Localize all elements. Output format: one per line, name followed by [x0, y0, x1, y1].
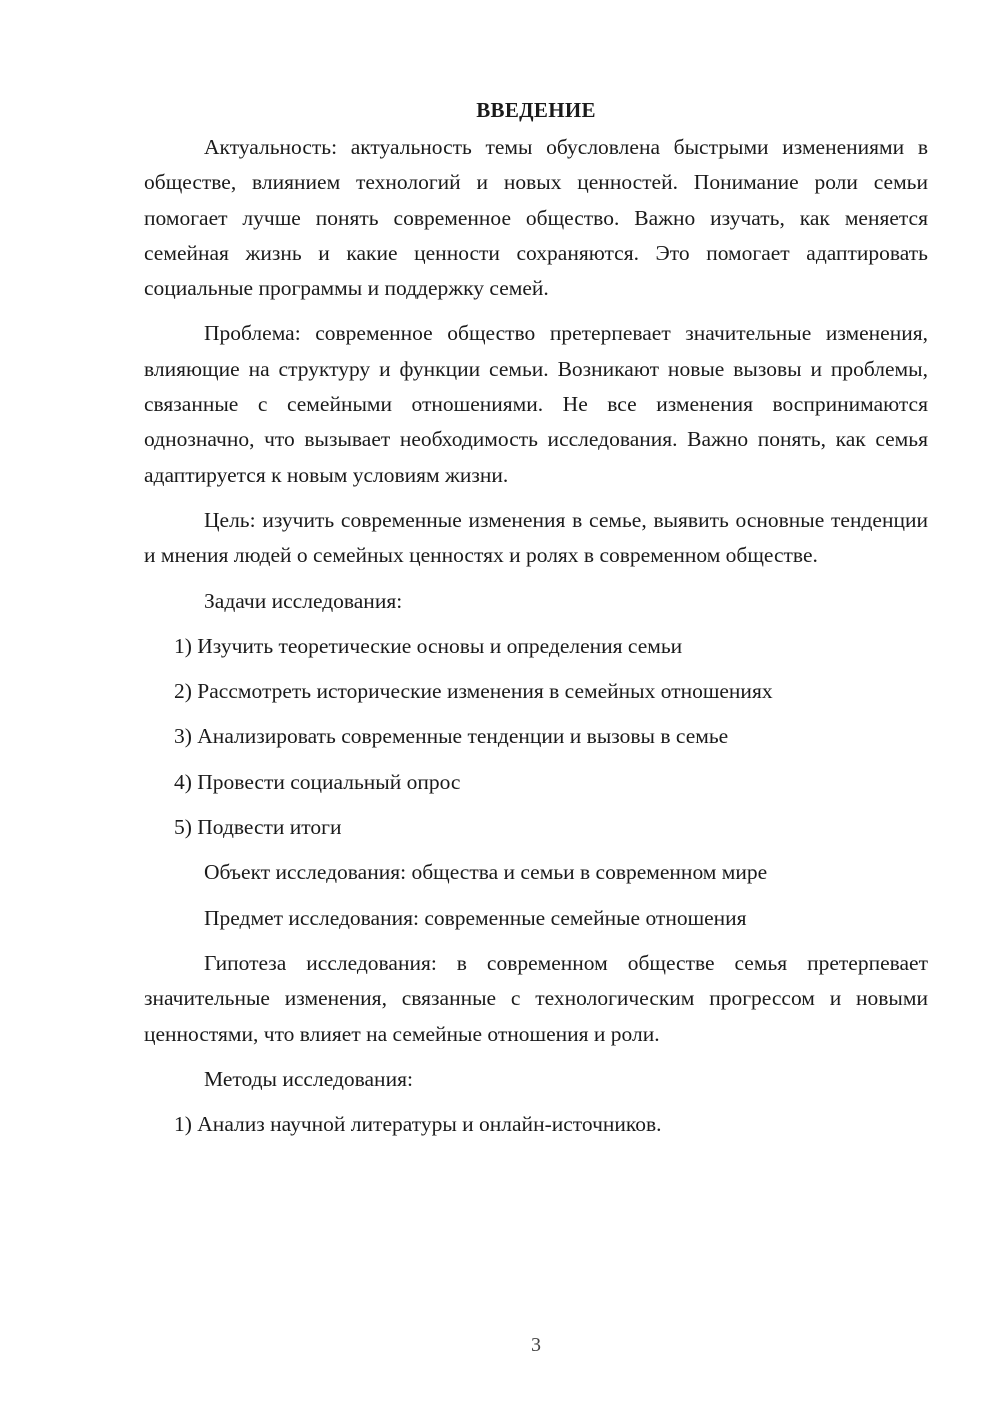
page-number: 3 — [531, 1334, 541, 1356]
task-item: 4) Провести социальный опрос — [174, 769, 461, 794]
document-page — [144, 95, 928, 1152]
problem-paragraph: Проблема: современное общество претерпевает значительные изменения, влияющие на структуру и функции семьи. Возникают новые вызовы и проблемы, связанные с семейными отношениями. Не все изменения воспринимаются однозначно, что вызывает необходимость исследования. Важно понять, как семья адаптируется к новым условиям жизни. — [144, 321, 928, 487]
task-item: 1) Изучить теоретические основы и определения семьи — [174, 633, 683, 658]
task-item: 2) Рассмотреть исторические изменения в семейных отношениях — [174, 679, 773, 704]
task-item: 3) Анализировать современные тенденции и вызовы в семье — [174, 724, 729, 749]
research-subject: Предмет исследования: современные семейные отношения — [204, 905, 747, 930]
hypothesis-paragraph: Гипотеза исследования: в современном обществе семья претерпевает значительные изменения, связанные с технологическим прогрессом и новыми ценностями, что влияет на семейные отношения и роли. — [144, 950, 928, 1046]
research-object: Объект исследования: общества и семьи в современном мире — [204, 860, 768, 885]
tasks-title: Задачи исследования: — [204, 588, 403, 613]
section-heading: ВВЕДЕНИЕ — [476, 98, 596, 122]
task-item: 5) Подвести итоги — [174, 815, 342, 840]
method-item: 1) Анализ научной литературы и онлайн-источников. — [174, 1112, 662, 1137]
methods-title: Методы исследования: — [204, 1066, 413, 1091]
goal-paragraph: Цель: изучить современные изменения в семье, выявить основные тенденции и мнения людей о семейных ценностях и ролях в современном обществе. — [144, 507, 928, 568]
relevance-paragraph: Актуальность: актуальность темы обусловлена быстрыми изменениями в обществе, влиянием технологий и новых ценностей. Понимание роли семьи помогает лучше понять современное общество. Важно изучать, как меняется семейная жизнь и какие ценности сохраняются. Это помогает адаптировать социальные программы и поддержку семей. — [144, 135, 928, 301]
